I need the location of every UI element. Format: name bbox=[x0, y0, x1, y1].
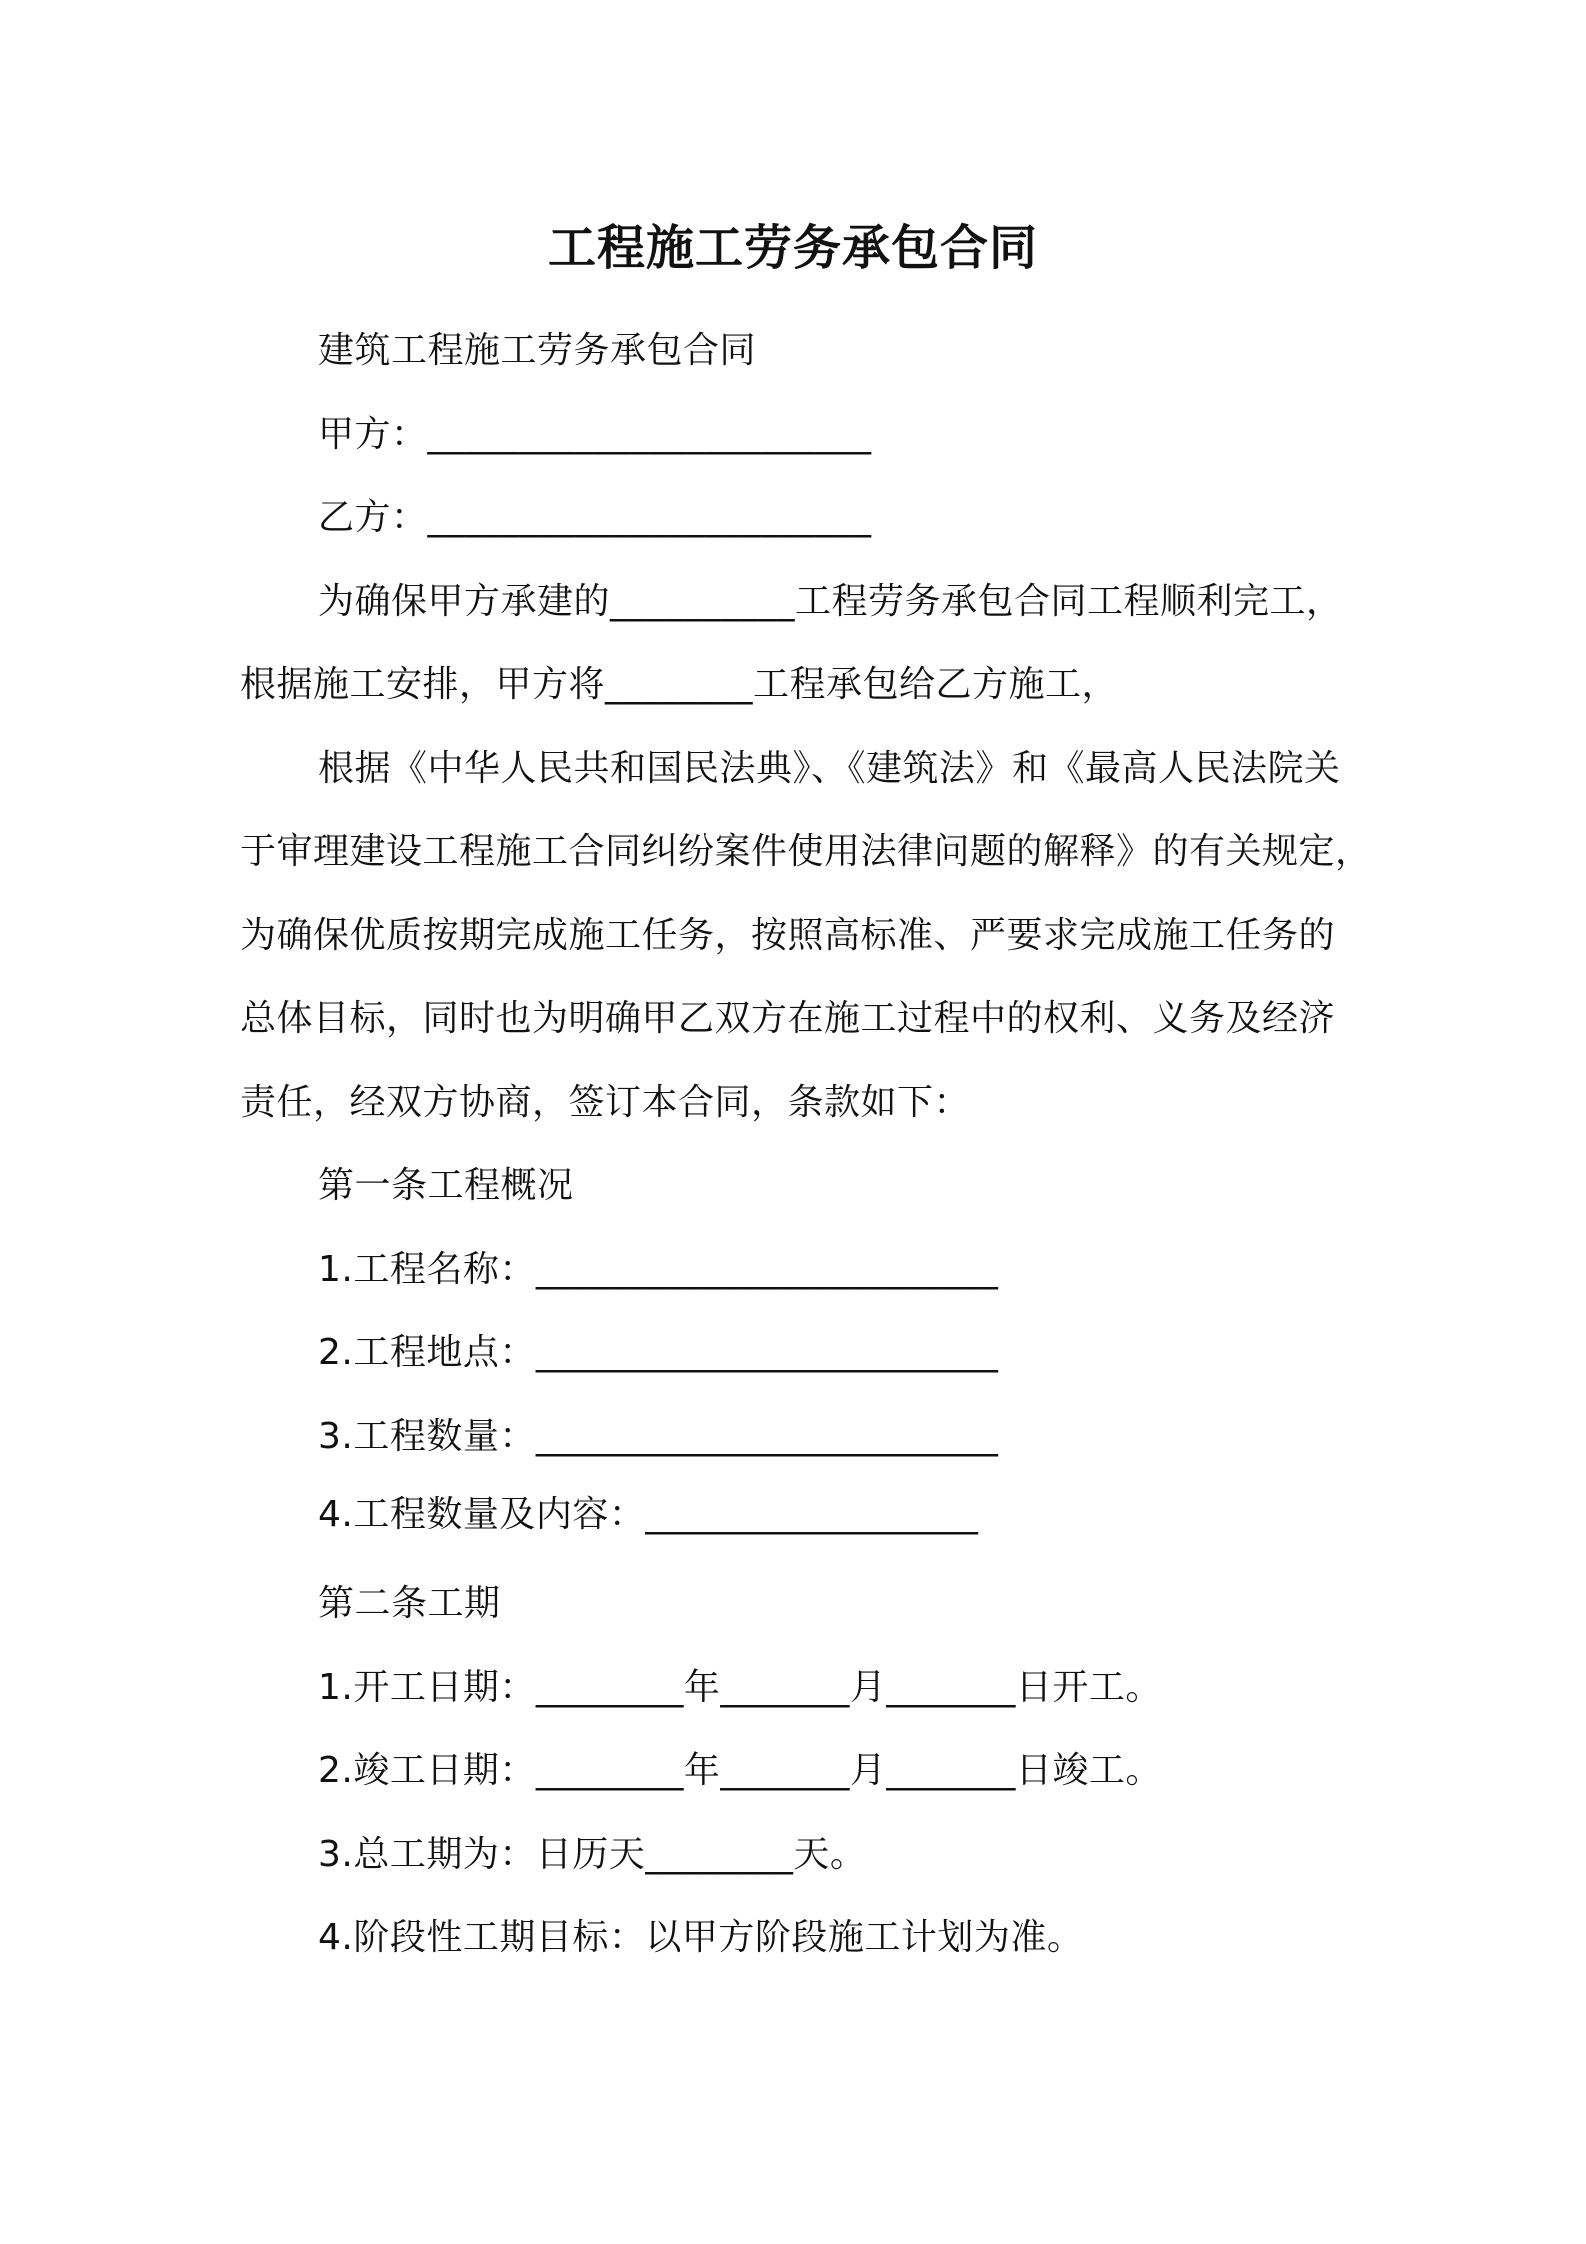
paragraph-line: 根据《中华人民共和国民法典》、《建筑法》和《最高人民法院关 bbox=[318, 748, 1341, 789]
project-content-field: 4.工程数量及内容：__________________ bbox=[318, 1494, 979, 1535]
section-heading-2: 第二条工期 bbox=[318, 1583, 501, 1624]
contract-subtitle: 建筑工程施工劳务承包合同 bbox=[318, 330, 757, 371]
project-quantity-field: 3.工程数量：_________________________ bbox=[318, 1416, 999, 1457]
total-duration-field: 3.总工期为：日历天________天。 bbox=[318, 1834, 867, 1875]
project-location-field: 2.工程地点：_________________________ bbox=[318, 1332, 999, 1373]
party-b-field: 乙方：________________________ bbox=[318, 497, 872, 538]
paragraph-line: 总体目标，同时也为明确甲乙双方在施工过程中的权利、义务及经济 bbox=[240, 998, 1336, 1039]
start-date-field: 1.开工日期：________年_______月_______日开工。 bbox=[318, 1667, 1162, 1708]
document-title: 工程施工劳务承包合同 bbox=[547, 220, 1038, 276]
section-heading-1: 第一条工程概况 bbox=[318, 1165, 574, 1206]
party-a-field: 甲方：________________________ bbox=[318, 414, 872, 455]
paragraph-line: 于审理建设工程施工合同纠纷案件使用法律问题的解释》的有关规定， bbox=[240, 831, 1372, 872]
stage-target-line: 4.阶段性工期目标：以甲方阶段施工计划为准。 bbox=[318, 1917, 1084, 1958]
paragraph-line: 为确保甲方承建的__________工程劳务承包合同工程顺利完工， bbox=[318, 581, 1343, 622]
paragraph-line: 责任，经双方协商，签订本合同，条款如下： bbox=[240, 1082, 971, 1123]
paragraph-line: 为确保优质按期完成施工任务，按照高标准、严要求完成施工任务的 bbox=[240, 915, 1336, 956]
project-name-field: 1.工程名称：_________________________ bbox=[318, 1249, 999, 1290]
completion-date-field: 2.竣工日期：________年_______月_______日竣工。 bbox=[318, 1750, 1162, 1791]
paragraph-line: 根据施工安排，甲方将________工程承包给乙方施工， bbox=[240, 664, 1119, 705]
